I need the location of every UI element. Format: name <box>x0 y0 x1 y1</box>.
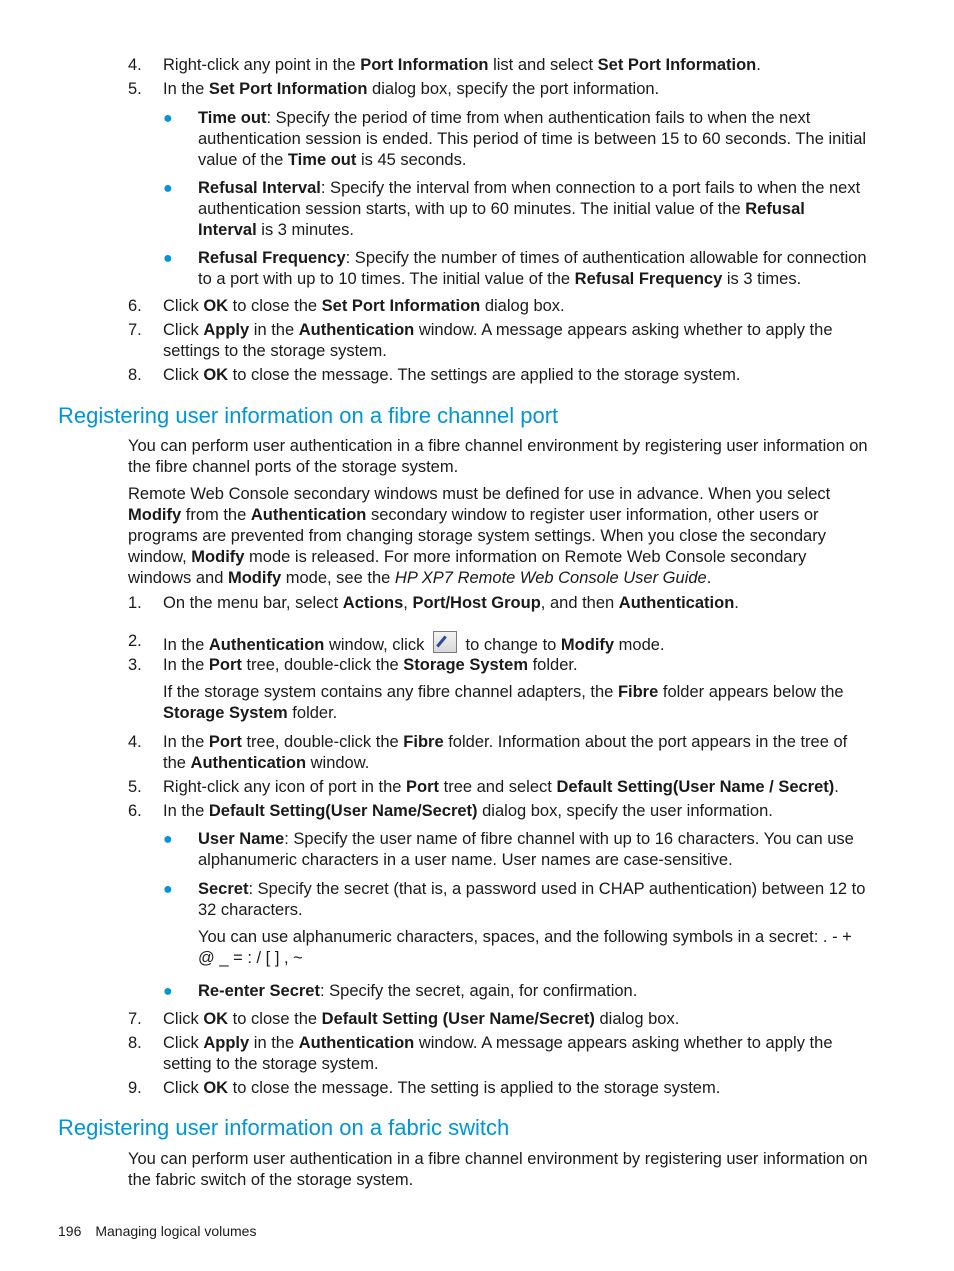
bullet-icon: ● <box>163 110 173 127</box>
step-text: Click OK to close the message. The settings are applied to the storage system. <box>163 366 741 384</box>
step-number: 6. <box>128 297 142 315</box>
fc-step-5 <box>128 777 868 798</box>
step-number: 9. <box>128 1079 142 1097</box>
bullet-user-name <box>163 829 868 871</box>
fc-step-8 <box>128 1033 868 1075</box>
section-paragraph: Remote Web Console secondary windows must be defined for use in advance. When you select Modify from the Authentication secondary window to register user information, other users or programs are prevented from changing storage system settings. When you close the secondary window, Modify mode is released. For more information on Remote Web Console secondary windows and Modify mode, see the HP XP7 Remote Web Console User Guide. <box>128 485 831 587</box>
section-intro: You can perform user authentication in a fibre channel environment by registering user information on the fabric switch of the storage system. <box>128 1150 868 1189</box>
bullet-refusal-interval <box>163 178 868 241</box>
fc-step-1 <box>128 593 868 614</box>
step-text: Click Apply in the Authentication window. A message appears asking whether to apply the setting to the storage system. <box>163 1034 833 1073</box>
step-8 <box>128 365 868 386</box>
step-text: In the Authentication window, click to change to Modify mode. <box>163 631 868 656</box>
bullet-text: Refusal Frequency: Specify the number of times of authentication allowable for connection to a port with up to 10 times. The initial value of the Refusal Frequency is 3 times. <box>198 249 867 288</box>
page-footer <box>58 1222 256 1240</box>
section-heading-fabric-switch: Registering user information on a fabric switch <box>58 1115 510 1140</box>
bullet-time-out <box>163 108 868 171</box>
fc-step-9 <box>128 1078 868 1099</box>
step-text: Click Apply in the Authentication window. A message appears asking whether to apply the settings to the storage system. <box>163 321 833 360</box>
fc-step-3-note: If the storage system contains any fibre channel adapters, the Fibre folder appears below the Storage System folder. <box>163 683 844 722</box>
fc-step-3 <box>128 655 868 676</box>
step-5 <box>128 79 868 100</box>
fc-step-7 <box>128 1009 868 1030</box>
bullet-icon: ● <box>163 881 173 898</box>
step-number: 7. <box>128 1010 142 1028</box>
step-text: Click OK to close the Set Port Information dialog box. <box>163 297 565 315</box>
bullet-text: Re-enter Secret: Specify the secret, again, for confirmation. <box>198 982 638 1000</box>
bullet-text: Time out: Specify the period of time from when authentication fails to when the next authentication session is ended. This period of time is between 15 to 60 seconds. The initial value of the Time out is 45 seconds. <box>198 109 867 169</box>
step-number: 8. <box>128 1034 142 1052</box>
step-number: 8. <box>128 366 142 384</box>
step-text: In the Port tree, double-click the Fibre folder. Information about the port appears in the tree of the Authentication window. <box>163 733 848 772</box>
bullet-secret <box>163 879 868 921</box>
bullet-icon: ● <box>163 180 173 197</box>
bullet-icon: ● <box>163 831 173 848</box>
step-text: Right-click any point in the Port Information list and select Set Port Information. <box>163 56 761 74</box>
bullet-text: Secret: Specify the secret (that is, a password used in CHAP authentication) between 12 to 32 characters. <box>198 880 866 919</box>
step-text: In the Default Setting(User Name/Secret) dialog box, specify the user information. <box>163 802 773 820</box>
section-heading-fibre-channel-port: Registering user information on a fibre channel port <box>58 403 559 428</box>
step-number: 1. <box>128 594 142 612</box>
step-text: On the menu bar, select Actions, Port/Host Group, and then Authentication. <box>163 594 739 612</box>
step-number: 2. <box>128 632 142 650</box>
step-number: 6. <box>128 802 142 820</box>
modify-pencil-icon[interactable] <box>433 631 457 653</box>
step-text: In the Port tree, double-click the Storage System folder. <box>163 656 578 674</box>
step-7 <box>128 320 868 362</box>
bullet-icon: ● <box>163 983 173 1000</box>
step-text: In the Set Port Information dialog box, specify the port information. <box>163 80 660 98</box>
step-4 <box>128 55 868 76</box>
bullet-re-enter-secret <box>163 981 868 1002</box>
step-number: 5. <box>128 80 142 98</box>
page-number: 196 <box>58 1223 82 1239</box>
step-text: Click OK to close the message. The setting is applied to the storage system. <box>163 1079 721 1097</box>
step-number: 7. <box>128 321 142 339</box>
step-number: 5. <box>128 778 142 796</box>
step-number: 4. <box>128 56 142 74</box>
fc-step-2 <box>128 631 868 656</box>
bullet-text: Refusal Interval: Specify the interval from when connection to a port fails to when the next authentication session starts, with up to 60 minutes. The initial value of the Refusal Interval is 3 minutes. <box>198 179 861 239</box>
chapter-title: Managing logical volumes <box>95 1223 257 1239</box>
bullet-icon: ● <box>163 250 173 267</box>
section-intro: You can perform user authentication in a fibre channel environment by registering user information on the fibre channel ports of the storage system. <box>128 437 868 476</box>
secret-symbols-note: You can use alphanumeric characters, spaces, and the following symbols in a secret: . - + @ _ = : / [ ] , ~ <box>198 928 852 967</box>
step-6 <box>128 296 868 317</box>
step-number: 3. <box>128 656 142 674</box>
bullet-refusal-frequency <box>163 248 868 290</box>
step-text: Click OK to close the Default Setting (User Name/Secret) dialog box. <box>163 1010 680 1028</box>
step-text: Right-click any icon of port in the Port tree and select Default Setting(User Name / Secret). <box>163 778 839 796</box>
fc-step-4 <box>128 732 868 774</box>
fc-step-6 <box>128 801 868 822</box>
step-number: 4. <box>128 733 142 751</box>
bullet-text: User Name: Specify the user name of fibre channel with up to 16 characters. You can use alphanumeric characters in a user name. User names are case-sensitive. <box>198 830 854 869</box>
